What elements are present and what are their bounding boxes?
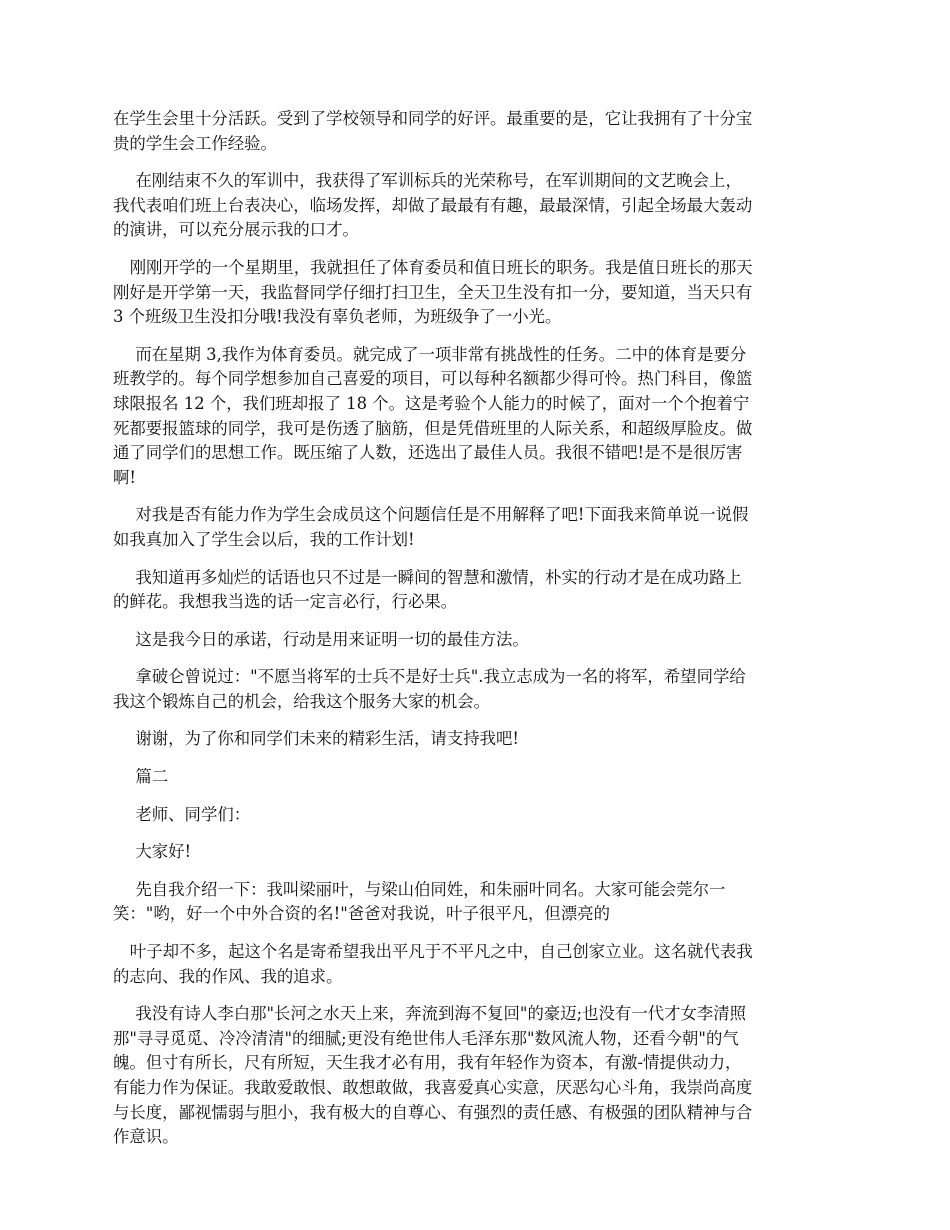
paragraph-line: 的志向、我的作风、我的追求。 bbox=[113, 966, 343, 986]
paragraph bbox=[113, 940, 838, 989]
paragraph bbox=[113, 727, 838, 752]
paragraph-line: 啊! bbox=[113, 467, 136, 487]
paragraph-line: 球限报名 12 个，我们班却报了 18 个。这是考验个人能力的时候了，面对一个个抱着宁 bbox=[113, 393, 750, 413]
paragraph-line: 通了同学们的思想工作。既压缩了人数，还选出了最佳人员。我很不错吧!是不是很厉害 bbox=[113, 443, 743, 463]
paragraph-line: 这是我今日的承诺，行动是用来证明一切的最佳方法。 bbox=[135, 629, 529, 649]
paragraph bbox=[113, 169, 838, 243]
paragraph-line: 死都要报篮球的同学，我可是伤透了脑筋，但是凭借班里的人际关系，和超级厚脸皮。做 bbox=[113, 418, 753, 438]
paragraph-line: 在学生会里十分活跃。受到了学校领导和同学的好评。最重要的是，它让我拥有了十分宝 bbox=[113, 109, 753, 128]
paragraph bbox=[113, 1002, 838, 1150]
paragraph bbox=[113, 878, 838, 927]
paragraph-line: 作意识。 bbox=[113, 1127, 179, 1147]
paragraph-line: 的演讲，可以充分展示我的口才。 bbox=[113, 220, 359, 240]
paragraph-line: 先自我介绍一下：我叫梁丽叶，与梁山伯同姓，和朱丽叶同名。大家可能会莞尔一 bbox=[135, 879, 726, 899]
paragraph-line: 而在星期 3,我作为体育委员。就完成了一项非常有挑战性的任务。二中的体育是要分 bbox=[135, 344, 747, 364]
paragraph bbox=[113, 566, 838, 615]
paragraph bbox=[113, 665, 838, 714]
paragraph-line: 与长度，鄙视懦弱与胆小，我有极大的自尊心、有强烈的责任感、有极强的团队精神与合 bbox=[113, 1102, 753, 1122]
paragraph bbox=[113, 503, 838, 552]
paragraph-line: 叶子却不多，起这个名是寄希望我出平凡于不平凡之中，自己创家立业。这名就代表我 bbox=[129, 942, 753, 962]
paragraph-line: 3 个班级卫生没扣分哦!我没有辜负老师，为班级争了一小光。 bbox=[113, 307, 562, 327]
paragraph-line: 大家好! bbox=[135, 842, 192, 862]
paragraph-line: 班教学的。每个同学想参加自己喜爱的项目，可以每种名额都少得可怜。热门科目，像篮 bbox=[113, 369, 753, 389]
paragraph bbox=[113, 628, 838, 653]
paragraph-line: 篇二 bbox=[135, 767, 169, 787]
paragraph-line: 刚好是开学第一天，我监督同学仔细打扫卫生，全天卫生没有扣一分，要知道，当天只有 bbox=[113, 282, 753, 302]
paragraph-line: 我代表咱们班上台表决心，临场发挥，却做了最最有有趣，最最深情，引起全场最大轰动 bbox=[113, 195, 753, 215]
paragraph-line: 我这个锻炼自己的机会，给我这个服务大家的机会。 bbox=[113, 691, 490, 711]
paragraph-line: 魄。但寸有所长，尺有所短，天生我才必有用，我有年轻作为资本，有激-情提供动力， bbox=[113, 1053, 742, 1073]
paragraph bbox=[113, 256, 838, 330]
paragraph bbox=[113, 840, 838, 865]
paragraph bbox=[113, 107, 838, 156]
paragraph-line: 对我是否有能力作为学生会成员这个问题信任是不用解释了吧!下面我来简单说一说假 bbox=[135, 505, 749, 525]
paragraph-line: 刚刚开学的一个星期里，我就担任了体育委员和值日班长的职务。我是值日班长的那天 bbox=[129, 257, 753, 277]
paragraph-line: 拿破仑曾说过："不愿当将军的士兵不是好士兵".我立志成为一名的将军，希望同学给 bbox=[135, 667, 746, 687]
paragraph-line: 谢谢，为了你和同学们未来的精彩生活，请支持我吧! bbox=[135, 729, 519, 749]
paragraph-line: 有能力作为保证。我敢爱敢恨、敢想敢做，我喜爱真心实意，厌恶勾心斗角，我崇尚高度 bbox=[113, 1078, 753, 1097]
paragraph bbox=[113, 343, 838, 491]
paragraph-line: 贵的学生会工作经验。 bbox=[113, 133, 277, 153]
paragraph-line: 我知道再多灿烂的话语也只不过是一瞬间的智慧和激情，朴实的行动才是在成功路上 bbox=[135, 567, 742, 587]
paragraph bbox=[113, 765, 838, 790]
paragraph-line: 我没有诗人李白那"长河之水天上来，奔流到海不复回"的豪迈;也没有一代才女李清照 bbox=[135, 1004, 747, 1024]
paragraph-line: 笑："哟，好一个中外合资的名!"爸爸对我说，叶子很平凡，但漂亮的 bbox=[113, 904, 610, 924]
paragraph-line: 如我真加入了学生会以后，我的工作计划! bbox=[113, 529, 415, 549]
paragraph bbox=[113, 803, 838, 828]
paragraph-line: 那"寻寻觅觅、冷冷清清"的细腻;更没有绝世伟人毛泽东那"数风流人物，还看今朝"的气 bbox=[113, 1028, 739, 1048]
paragraph-line: 老师、同学们： bbox=[135, 804, 251, 824]
paragraph-line: 在刚结束不久的军训中，我获得了军训标兵的光荣称号，在军训期间的文艺晚会上， bbox=[135, 171, 742, 191]
paragraph-line: 的鲜花。我想我当选的话一定言必行，行必果。 bbox=[113, 592, 458, 612]
document-body bbox=[113, 107, 838, 1163]
